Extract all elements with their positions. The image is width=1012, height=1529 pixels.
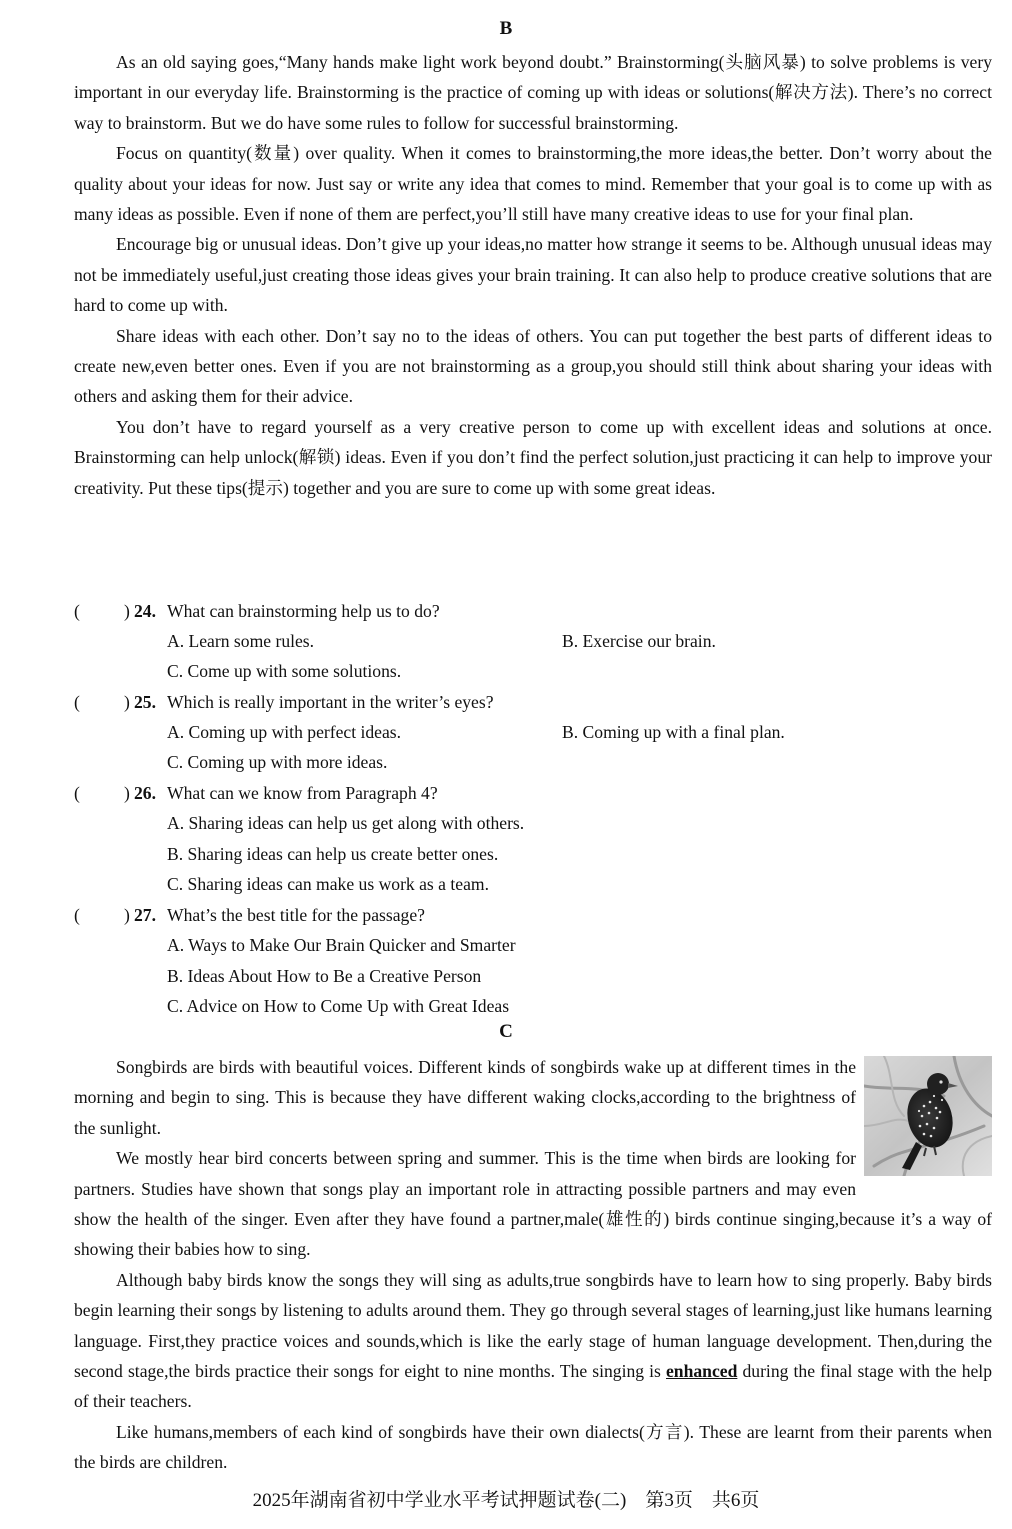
option-24-c: C. Come up with some solutions. xyxy=(167,661,402,681)
passage-c-paragraph-3 xyxy=(74,1265,992,1417)
passage-c xyxy=(74,1052,992,1478)
keyword-enhanced: enhanced xyxy=(666,1361,738,1382)
question-24 xyxy=(74,596,992,626)
passage-b-paragraph-4: Share ideas with each other. Don’t say no to the ideas of others. You can put together the best parts of different ideas to create new,even better ones. Even if you are not brainstorming as a group,you should still think about sharing your ideas with others and asking them for their advice. xyxy=(74,325,992,407)
question-stem: What can brainstorming help us to do? xyxy=(167,601,440,621)
paragraph-3-text-after: during the final stage with the help of their teachers. xyxy=(74,1361,992,1412)
answer-bracket-close: ) xyxy=(124,692,130,712)
passage-c-paragraph-4: Like humans,members of each kind of songbirds have their own dialects(方言). These are learnt from their parents when the birds are children. xyxy=(74,1421,992,1473)
option-26-b: B. Sharing ideas can help us create better ones. xyxy=(167,844,499,864)
question-26 xyxy=(74,778,992,808)
option-27-b: B. Ideas About How to Be a Creative Person xyxy=(167,966,482,986)
answer-bracket-open[interactable]: ( xyxy=(74,783,80,803)
answer-bracket-close: ) xyxy=(124,905,130,925)
option-24-b: B. Exercise our brain. xyxy=(562,631,716,651)
passage-b-paragraph-5: You don’t have to regard yourself as a very creative person to come up with excellent ideas and solutions at once. Brainstorming can help unlock(解锁) ideas. Even if you don’t find the perfect solution,just practicing it can help to improve your creativity. Put these tips(提示) together and you are sure to come up with some great ideas. xyxy=(74,416,992,498)
answer-bracket-open[interactable]: ( xyxy=(74,692,80,712)
option-25-b: B. Coming up with a final plan. xyxy=(562,722,785,742)
passage-b-paragraph-3: Encourage big or unusual ideas. Don’t give up your ideas,no matter how strange it seems to be. Although unusual ideas may not be immediately useful,just creating those ideas gives your brain training. It can also help to produce creative solutions that are hard to come up with. xyxy=(74,234,992,316)
answer-bracket-close: ) xyxy=(124,783,130,803)
section-c-heading: C xyxy=(499,1021,513,1042)
section-b-heading: B xyxy=(499,18,513,39)
answer-bracket-close: ) xyxy=(124,601,130,621)
question-27 xyxy=(74,900,992,930)
passage-c-paragraph-1: Songbirds are birds with beautiful voices. Different kinds of songbirds wake up at different times in the morning and begin to sing. This is because they have different waking clocks,according to the brightness of the sunlight. xyxy=(74,1057,856,1138)
question-number: 27. xyxy=(134,905,156,925)
passage-b xyxy=(74,47,992,503)
option-25-a: A. Coming up with perfect ideas. xyxy=(167,722,402,742)
option-25-c: C. Coming up with more ideas. xyxy=(167,752,388,772)
question-number: 24. xyxy=(134,601,156,621)
question-stem: Which is really important in the writer’s eyes? xyxy=(167,692,494,712)
paragraph-3-text-before: Although baby birds know the songs they will sing as adults,true songbirds have to learn how to sing properly. Baby birds begin learning their songs by listening to adults around them. They go through several stages of learning,just like humans learning language. First,they practice voices and sounds,which is like the early stage of human language development. Then,during the second stage,the birds practice their songs for eight to nine months. The singing is xyxy=(74,1269,992,1382)
question-number: 25. xyxy=(134,692,156,712)
question-25 xyxy=(74,687,992,717)
passage-b-paragraph-2: Focus on quantity(数量) over quality. When it comes to brainstorming,the more ideas,the better. Don’t worry about the quality about your ideas for now. Just say or write any idea that comes to mind. Remember that your goal is to come up with as many ideas as possible. Even if none of them are perfect,you’ll still have many creative ideas to use for your final plan. xyxy=(74,143,992,225)
option-26-c: C. Sharing ideas can make us work as a team. xyxy=(167,874,489,894)
option-24-a: A. Learn some rules. xyxy=(167,631,315,651)
option-26-a: A. Sharing ideas can help us get along with others. xyxy=(167,813,525,833)
songbird-photo xyxy=(864,1056,992,1176)
question-stem: What’s the best title for the passage? xyxy=(167,905,425,925)
question-stem: What can we know from Paragraph 4? xyxy=(167,783,438,803)
page-footer: 2025年湖南省初中学业水平考试押题试卷(二) 第3页 共6页 xyxy=(252,1490,760,1511)
option-27-c: C. Advice on How to Come Up with Great Ideas xyxy=(167,996,510,1016)
question-number: 26. xyxy=(134,783,156,803)
option-27-a: A. Ways to Make Our Brain Quicker and Smarter xyxy=(167,935,516,955)
answer-bracket-open[interactable]: ( xyxy=(74,601,80,621)
passage-b-paragraph-1: As an old saying goes,“Many hands make light work beyond doubt.” Brainstorming(头脑风暴) to solve problems is very important in our everyday life. Brainstorming is the practice of coming up with ideas or solutions(解决方法). There’s no correct way to brainstorm. But we do have some rules to follow for successful brainstorming. xyxy=(74,52,992,133)
passage-c-paragraph-2: We mostly hear bird concerts between spring and summer. This is the time when birds are looking for partners. Studies have shown that songs play an important role in attracting possible partners and may even show the health of the singer. Even after they have found a partner,male(雄性的) birds continue singing,because it’s a way of showing their babies how to sing. xyxy=(74,1148,992,1260)
answer-bracket-open[interactable]: ( xyxy=(74,905,80,925)
